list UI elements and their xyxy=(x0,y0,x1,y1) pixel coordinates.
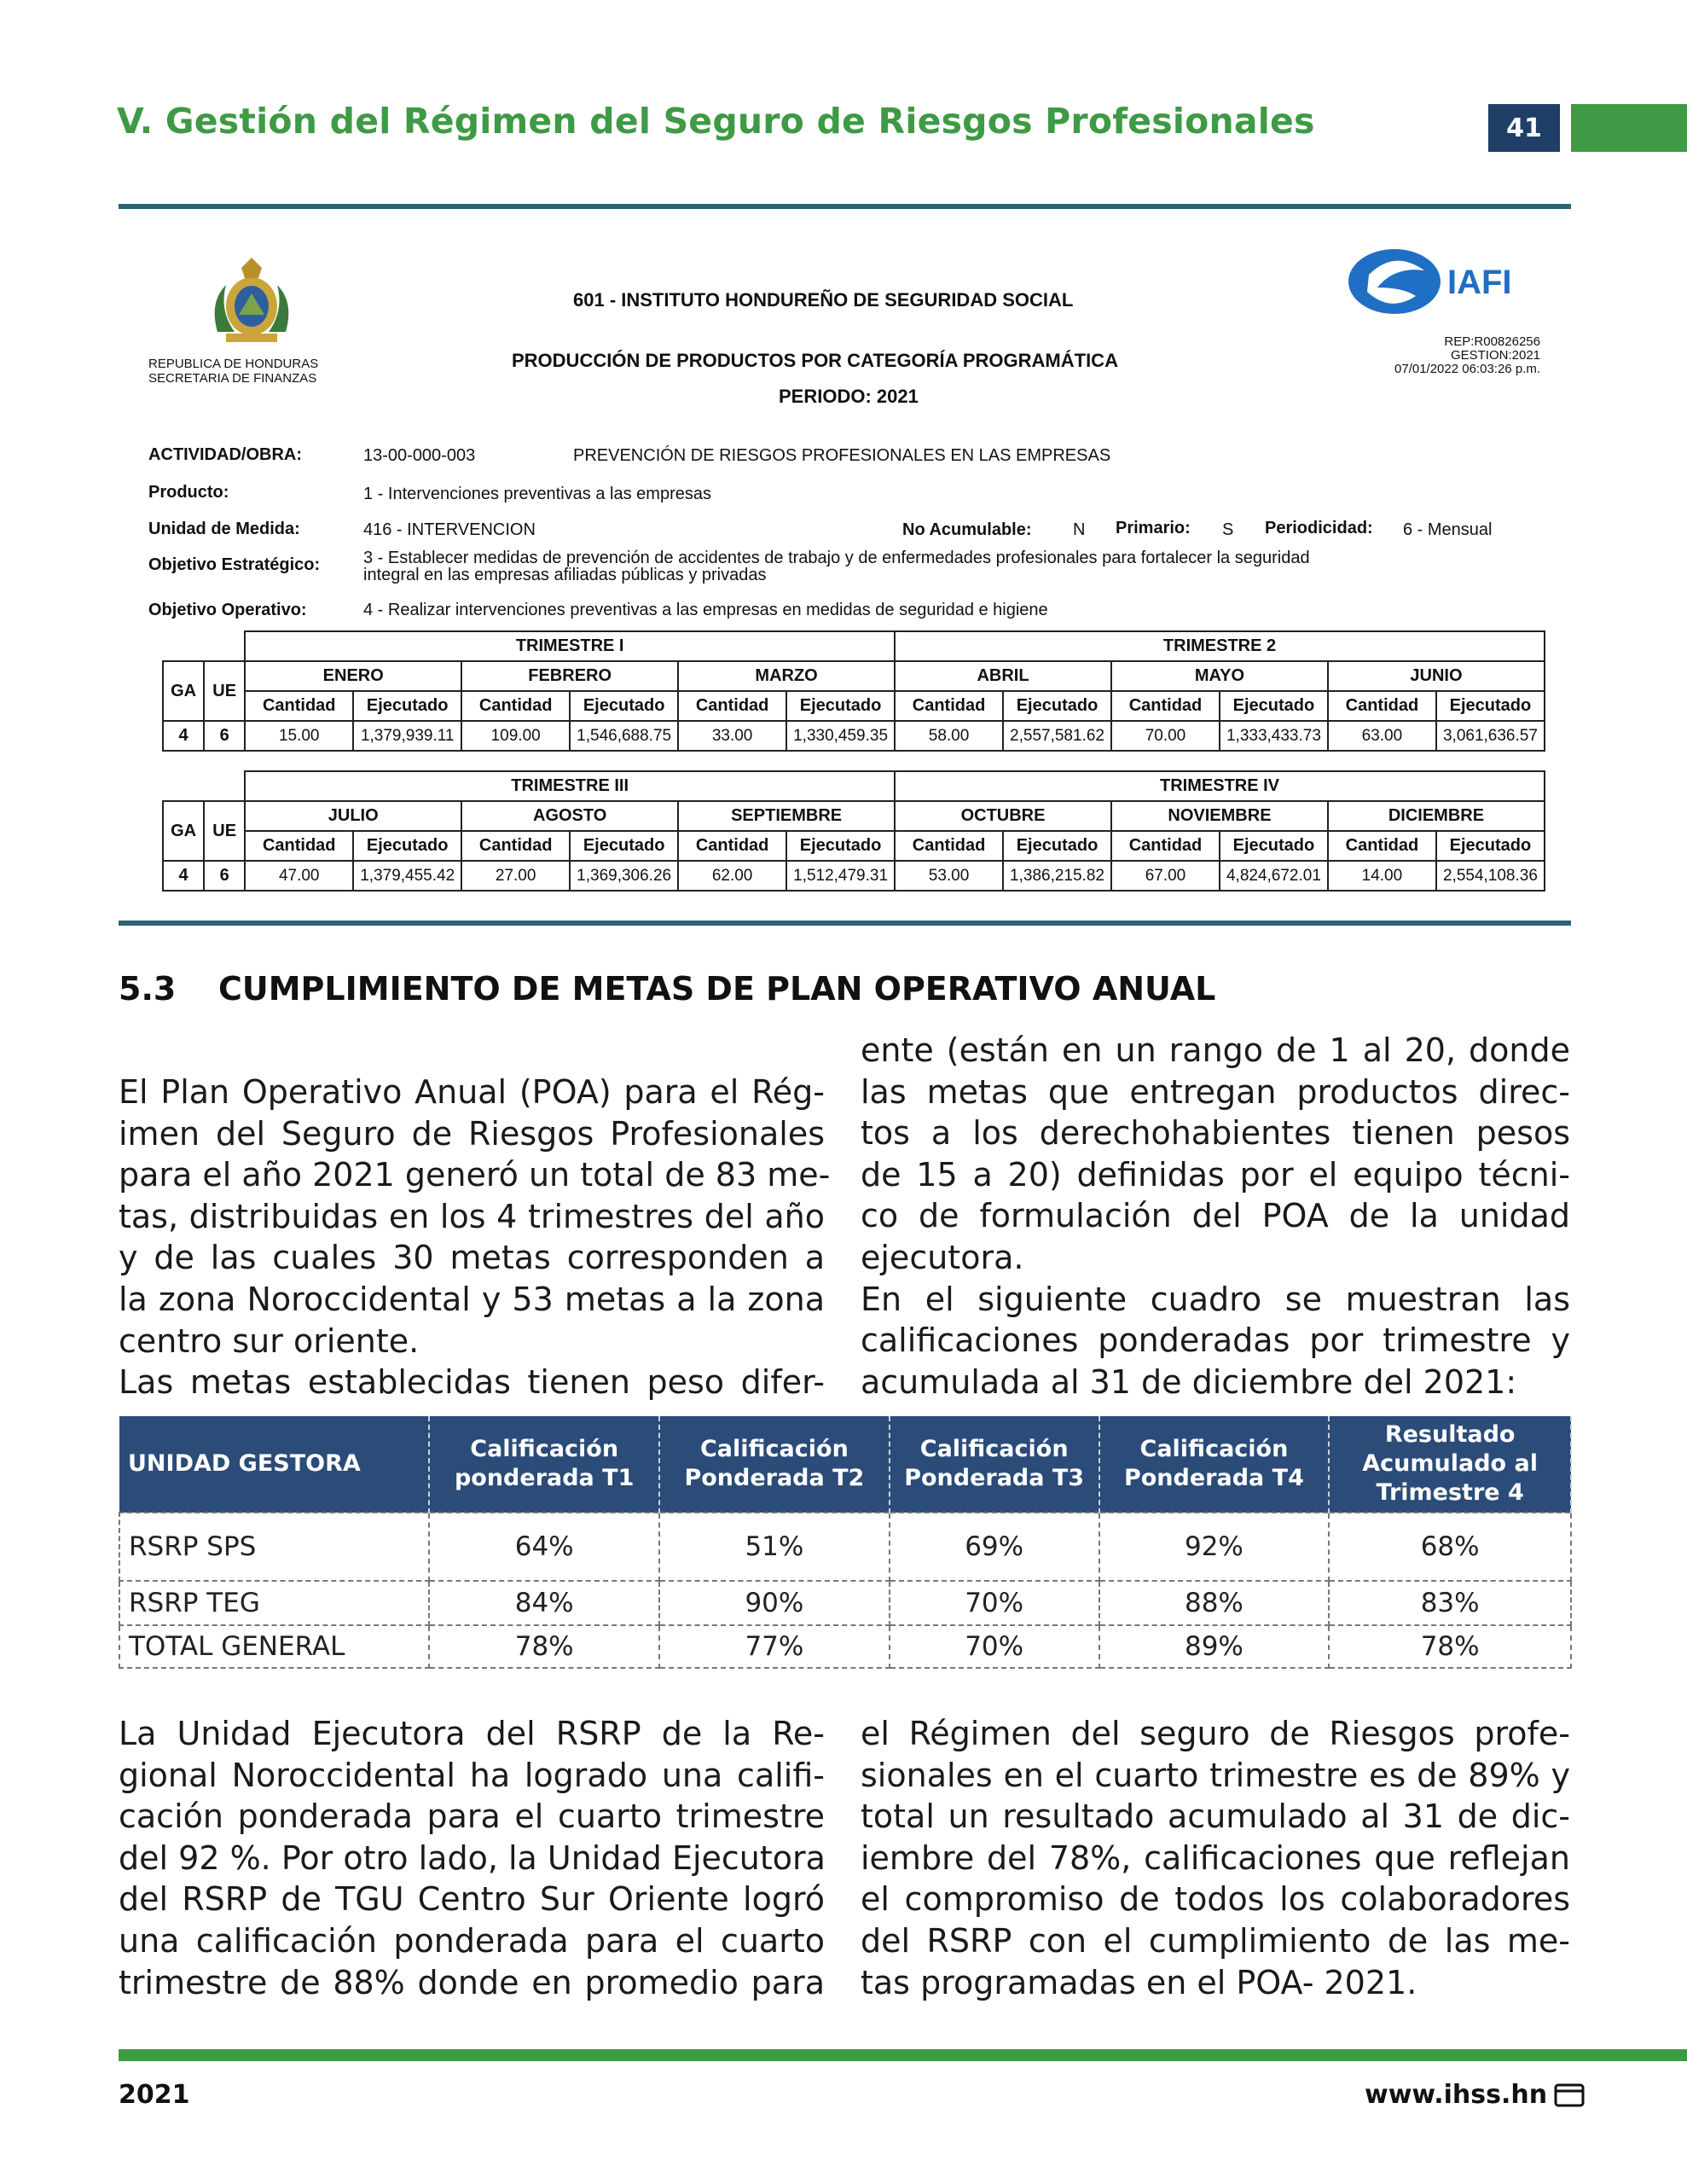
actividad-name: PREVENCIÓN DE RIESGOS PROFESIONALES EN LAS EMPRESAS xyxy=(573,446,1111,465)
table-cell: 27.00 xyxy=(461,861,570,891)
column-header: Calificación Ponderada T3 xyxy=(890,1416,1099,1513)
text-line: y de las cuales 30 metas corresponden a xyxy=(119,1239,825,1277)
table-cell: 88% xyxy=(1099,1581,1330,1625)
table-cell: 64% xyxy=(429,1513,659,1581)
quarter-table-1 xyxy=(162,630,1545,752)
siafi-logo xyxy=(1343,241,1548,326)
text-line: de 15 a 20) definidas por el equipo técni- xyxy=(861,1155,1570,1194)
table-cell: 77% xyxy=(659,1625,890,1668)
table-cell: 92% xyxy=(1099,1513,1330,1581)
row-label: TOTAL GENERAL xyxy=(119,1625,429,1668)
cantidad-header: Cantidad xyxy=(245,691,353,721)
table-cell: 1,546,688.75 xyxy=(570,721,678,751)
text-line: ejecutora. xyxy=(861,1238,1024,1276)
actividad-label: ACTIVIDAD/OBRA: xyxy=(148,445,302,464)
unidad-label: Unidad de Medida: xyxy=(148,520,300,538)
column-header: Calificación ponderada T1 xyxy=(429,1416,659,1513)
table-cell: 33.00 xyxy=(678,721,786,751)
ejecutado-header: Ejecutado xyxy=(1220,691,1328,721)
ejecutado-header: Ejecutado xyxy=(1003,691,1111,721)
ejecutado-header: Ejecutado xyxy=(570,691,678,721)
text-line: la zona Noroccidental y 53 metas a la zona xyxy=(119,1280,825,1318)
table-cell: 70% xyxy=(890,1581,1099,1625)
text-line: El Plan Operativo Anual (POA) para el Rég- xyxy=(119,1073,825,1111)
periodicidad-value: 6 - Mensual xyxy=(1403,520,1493,539)
paragraph-left-1 xyxy=(119,1072,831,1403)
text-line: del RSRP de TGU Centro Sur Oriente logró xyxy=(119,1880,825,1919)
table-cell: 84% xyxy=(429,1581,659,1625)
ue-header: UE xyxy=(204,801,245,861)
column-header: Resultado Acumulado al Trimestre 4 xyxy=(1329,1416,1571,1513)
country-label: REPUBLICA DE HONDURAS xyxy=(148,357,319,371)
ejecutado-header: Ejecutado xyxy=(786,831,895,861)
month-header: FEBRERO xyxy=(461,661,678,691)
text-line: del RSRP con el cumplimiento de las me- xyxy=(861,1921,1570,1960)
table-cell: 89% xyxy=(1099,1625,1330,1668)
paragraph-right-2 xyxy=(861,1713,1570,2003)
table-cell: 1,330,459.35 xyxy=(786,721,895,751)
table-cell: 15.00 xyxy=(245,721,353,751)
table-cell: 53.00 xyxy=(895,861,1003,891)
ga-value: 4 xyxy=(163,861,204,891)
ejecutado-header: Ejecutado xyxy=(1436,691,1545,721)
text-line: tas, distribuidas en los 4 trimestres del año xyxy=(119,1197,825,1235)
table-cell: 68% xyxy=(1329,1513,1571,1581)
page-number: 41 xyxy=(1488,104,1560,152)
table-cell: 78% xyxy=(429,1625,659,1668)
footer-year: 2021 xyxy=(119,2080,190,2110)
section-title: CUMPLIMIENTO DE METAS DE PLAN OPERATIVO ANUAL xyxy=(218,970,1216,1008)
table-cell: 1,379,455.42 xyxy=(353,861,461,891)
ejecutado-header: Ejecutado xyxy=(1436,831,1545,861)
table-row xyxy=(119,1625,1571,1668)
trimestre-heading: TRIMESTRE III xyxy=(245,771,895,801)
table-cell: 70% xyxy=(890,1625,1099,1668)
ejecutado-header: Ejecutado xyxy=(786,691,895,721)
report-gestion: GESTION:2021 xyxy=(1450,348,1540,363)
text-line: una calificación ponderada para el cuarto xyxy=(119,1921,825,1960)
svg-text:IAFI: IAFI xyxy=(1447,264,1512,301)
cantidad-header: Cantidad xyxy=(461,691,570,721)
table-cell: 1,333,433.73 xyxy=(1220,721,1328,751)
report-datetime: 07/01/2022 06:03:26 p.m. xyxy=(1394,362,1540,376)
cantidad-header: Cantidad xyxy=(1111,831,1220,861)
report-scan xyxy=(119,215,1569,921)
ejecutado-header: Ejecutado xyxy=(570,831,678,861)
row-label: RSRP SPS xyxy=(119,1513,429,1581)
table-cell: 78% xyxy=(1329,1625,1571,1668)
unidad-value: 416 - INTERVENCION xyxy=(363,520,536,539)
text-line: las metas que entregan productos direc- xyxy=(861,1072,1570,1111)
cantidad-header: Cantidad xyxy=(245,831,353,861)
ga-value: 4 xyxy=(163,721,204,751)
report-id: REP:R00826256 xyxy=(1444,334,1540,349)
text-line: cación ponderada para el cuarto trimestre xyxy=(119,1798,825,1836)
table-cell: 47.00 xyxy=(245,861,353,891)
footer-bar xyxy=(119,2049,1687,2061)
objetivo-estrategico-label: Objetivo Estratégico: xyxy=(148,555,321,574)
text-line: calificaciones ponderadas por trimestre y xyxy=(861,1321,1570,1360)
month-header: SEPTIEMBRE xyxy=(678,801,895,831)
text-line: En el siguiente cuadro se muestran las xyxy=(861,1280,1570,1318)
row-label: RSRP TEG xyxy=(119,1581,429,1625)
trimestre-heading: TRIMESTRE 2 xyxy=(895,631,1545,661)
text-line: centro sur oriente. xyxy=(119,1321,420,1360)
ue-value: 6 xyxy=(204,721,245,751)
report-title: PRODUCCIÓN DE PRODUCTOS POR CATEGORÍA PROGRAMÁTICA xyxy=(512,350,1118,371)
month-header: OCTUBRE xyxy=(895,801,1111,831)
ministry-label: SECRETARIA DE FINANZAS xyxy=(148,371,317,386)
table-cell: 3,061,636.57 xyxy=(1436,721,1545,751)
text-line: para el año 2021 generó un total de 83 me- xyxy=(119,1156,831,1194)
primario-label: Primario: xyxy=(1116,519,1191,537)
text-line: total un resultado acumulado al 31 de dic- xyxy=(861,1798,1570,1836)
month-header: JUNIO xyxy=(1328,661,1545,691)
trimestre-heading: TRIMESTRE I xyxy=(245,631,895,661)
table-cell: 51% xyxy=(659,1513,890,1581)
top-rule xyxy=(119,204,1571,209)
text-line: acumulada al 31 de diciembre del 2021: xyxy=(861,1362,1517,1401)
table-row xyxy=(119,1581,1571,1625)
text-line: gional Noroccidental ha logrado una califi- xyxy=(119,1756,825,1794)
month-header: MAYO xyxy=(1111,661,1328,691)
text-line: ente (están en un rango de 1 al 20, donde xyxy=(861,1031,1570,1069)
month-header: NOVIEMBRE xyxy=(1111,801,1328,831)
producto-value: 1 - Intervenciones preventivas a las empresas xyxy=(363,485,711,503)
table-cell: 14.00 xyxy=(1328,861,1436,891)
table-cell: 69% xyxy=(890,1513,1099,1581)
primario-value: S xyxy=(1222,520,1234,539)
table-cell: 67.00 xyxy=(1111,861,1220,891)
cantidad-header: Cantidad xyxy=(1328,691,1436,721)
table-cell: 70.00 xyxy=(1111,721,1220,751)
periodicidad-label: Periodicidad: xyxy=(1265,519,1373,537)
table-cell: 62.00 xyxy=(678,861,786,891)
table-cell: 1,379,939.11 xyxy=(353,721,461,751)
month-header: ABRIL xyxy=(895,661,1111,691)
ue-value: 6 xyxy=(204,861,245,891)
trimestre-heading: TRIMESTRE IV xyxy=(895,771,1545,801)
text-line: tos a los derechohabientes tienen pesos xyxy=(861,1114,1570,1153)
ejecutado-header: Ejecutado xyxy=(353,831,461,861)
ue-header: UE xyxy=(204,661,245,721)
ga-header: GA xyxy=(163,661,204,721)
text-line: La Unidad Ejecutora del RSRP de la Re- xyxy=(119,1715,825,1752)
paragraph-right-1 xyxy=(861,1030,1570,1403)
score-table xyxy=(119,1416,1572,1669)
column-header: Calificación Ponderada T2 xyxy=(659,1416,890,1513)
cantidad-header: Cantidad xyxy=(678,831,786,861)
browser-window-icon xyxy=(1554,2082,1585,2108)
table-cell: 83% xyxy=(1329,1581,1571,1625)
objetivo-estrategico-line2: integral en las empresas afiliadas públicas y privadas xyxy=(363,566,767,584)
objetivo-estrategico-line1: 3 - Establecer medidas de prevención de accidentes de trabajo y de enfermedades profesionales para fortalecer la seguridad xyxy=(363,549,1310,567)
table-cell: 58.00 xyxy=(895,721,1003,751)
producto-label: Producto: xyxy=(148,483,229,502)
cantidad-header: Cantidad xyxy=(895,691,1003,721)
text-line: trimestre de 88% donde en promedio para xyxy=(119,1963,825,2001)
text-line: el compromiso de todos los colaboradores xyxy=(861,1880,1570,1919)
cantidad-header: Cantidad xyxy=(895,831,1003,861)
text-line: co de formulación del POA de la unidad xyxy=(861,1197,1570,1235)
text-line: tas programadas en el POA- 2021. xyxy=(861,1963,1417,2001)
text-line: sionales en el cuarto trimestre es de 89% y xyxy=(861,1756,1570,1794)
month-header: AGOSTO xyxy=(461,801,678,831)
cantidad-header: Cantidad xyxy=(678,691,786,721)
no-acumulable-value: N xyxy=(1073,520,1086,539)
table-cell: 109.00 xyxy=(461,721,570,751)
footer-url-text[interactable]: www.ihss.hn xyxy=(1365,2080,1548,2110)
text-line: Las metas establecidas tienen peso difer- xyxy=(119,1363,825,1402)
objetivo-operativo-value: 4 - Realizar intervenciones preventivas a las empresas en medidas de seguridad e higiene xyxy=(363,601,1048,619)
table-cell: 1,512,479.31 xyxy=(786,861,895,891)
text-line: imen del Seguro de Riesgos Profesionales xyxy=(119,1114,825,1153)
institution-name: 601 - INSTITUTO HONDUREÑO DE SEGURIDAD SOCIAL xyxy=(573,289,1074,311)
page-header-title: V. Gestión del Régimen del Seguro de Riesgos Profesionales xyxy=(117,101,1315,142)
section-number: 5.3 xyxy=(119,970,177,1008)
table-cell: 90% xyxy=(659,1581,890,1625)
report-period: PERIODO: 2021 xyxy=(779,386,919,407)
cantidad-header: Cantidad xyxy=(1111,691,1220,721)
ga-header: GA xyxy=(163,801,204,861)
text-line: iembre del 78%, calificaciones que reflejan xyxy=(861,1838,1570,1877)
ejecutado-header: Ejecutado xyxy=(353,691,461,721)
table-cell: 2,557,581.62 xyxy=(1003,721,1111,751)
objetivo-operativo-label: Objetivo Operativo: xyxy=(148,601,307,619)
month-header: JULIO xyxy=(245,801,461,831)
footer-website[interactable] xyxy=(1365,2080,1585,2110)
text-line: del 92 %. Por otro lado, la Unidad Ejecutora xyxy=(119,1838,826,1877)
cantidad-header: Cantidad xyxy=(1328,831,1436,861)
bottom-rule xyxy=(119,921,1571,926)
header-accent-bar xyxy=(1571,104,1687,152)
month-header: ENERO xyxy=(245,661,461,691)
ejecutado-header: Ejecutado xyxy=(1003,831,1111,861)
text-line: el Régimen del seguro de Riesgos profe- xyxy=(861,1715,1570,1752)
month-header: MARZO xyxy=(678,661,895,691)
table-cell: 63.00 xyxy=(1328,721,1436,751)
coat-of-arms-emblem xyxy=(200,251,303,353)
table-cell: 2,554,108.36 xyxy=(1436,861,1545,891)
paragraph-left-2 xyxy=(119,1713,825,2003)
table-cell: 1,369,306.26 xyxy=(570,861,678,891)
table-cell: 4,824,672.01 xyxy=(1220,861,1328,891)
column-header: UNIDAD GESTORA xyxy=(119,1416,429,1513)
column-header: Calificación Ponderada T4 xyxy=(1099,1416,1330,1513)
ejecutado-header: Ejecutado xyxy=(1220,831,1328,861)
actividad-code: 13-00-000-003 xyxy=(363,446,476,465)
table-row xyxy=(119,1513,1571,1581)
table-cell: 1,386,215.82 xyxy=(1003,861,1111,891)
cantidad-header: Cantidad xyxy=(461,831,570,861)
no-acumulable-label: No Acumulable: xyxy=(902,520,1032,539)
quarter-table-2 xyxy=(162,770,1545,892)
month-header: DICIEMBRE xyxy=(1328,801,1545,831)
